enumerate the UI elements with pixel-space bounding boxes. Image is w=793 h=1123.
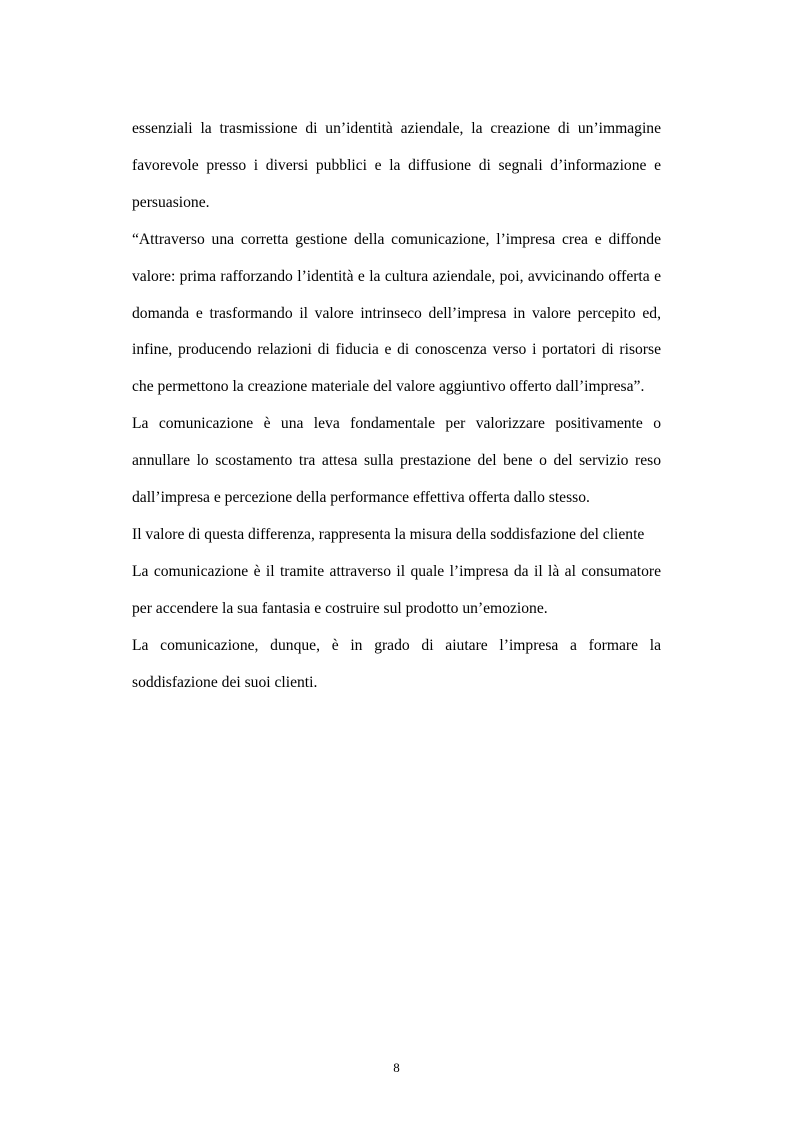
- paragraph-medium: La comunicazione è il tramite attraverso il quale l’impresa da il là al consumatore per accendere la sua fantasia e costruire sul prodotto un’emozione.: [132, 562, 661, 617]
- paragraph-identity: essenziali la trasmissione di un’identità aziendale, la creazione di un’immagine favorevole presso i diversi pubblici e la diffusione di segnali d’informazione e persuasione.: [132, 120, 661, 211]
- paragraph-value: Il valore di questa differenza, rappresenta la misura della soddisfazione del cliente: [132, 525, 645, 543]
- paragraph-lever: La comunicazione è una leva fondamentale per valorizzare positivamente o annullare lo scostamento tra attesa sulla prestazione del bene o del servizio reso dall’impresa e percezione della performance effettiva offerta dallo stesso.: [132, 415, 661, 507]
- page-number: 8: [393, 1060, 400, 1075]
- paragraph-conclusion: La comunicazione, dunque, è in grado di aiutare l’impresa a formare la soddisfazione dei suoi clienti.: [132, 636, 661, 691]
- body-text: [132, 111, 661, 702]
- paragraph-quote: “Attraverso una corretta gestione della comunicazione, l’impresa crea e diffonde valore: prima rafforzando l’identità e la cultura aziendale, poi, avvicinando offerta e domanda e trasformando il valore intrinseco dell’impresa in valore percepito ed, infine, producendo relazioni di fiducia e di conoscenza verso i portatori di risorse che permettono la creazione materiale del valore aggiuntivo offerto dall’impresa”.: [132, 230, 661, 396]
